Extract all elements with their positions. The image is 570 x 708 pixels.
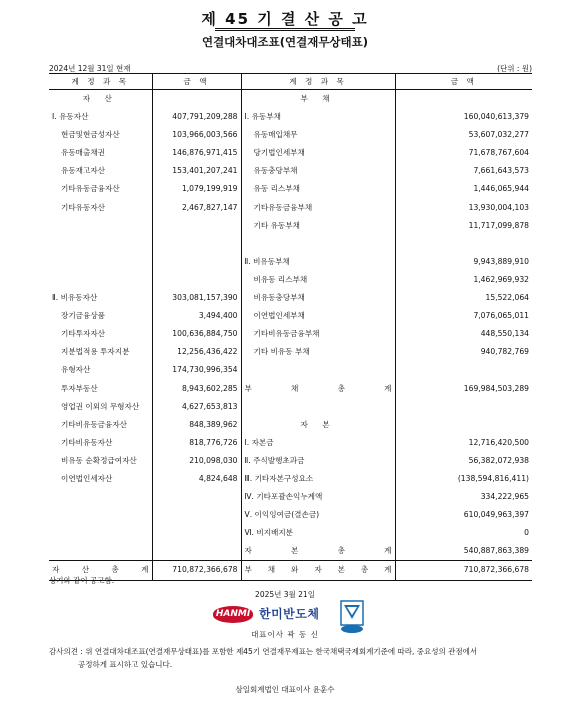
asset-account-cell: 기타투자자산 xyxy=(61,329,106,339)
liability-amount-cell xyxy=(395,90,532,109)
asset-account-cell xyxy=(49,217,152,235)
liability-amount-cell: 15,522,064 xyxy=(395,289,532,307)
liability-amount-cell: 540,887,863,389 xyxy=(395,542,532,561)
header-account-left: 계 정 과 목 xyxy=(49,74,152,90)
asset-account-cell xyxy=(49,271,152,289)
title-underline xyxy=(215,28,355,29)
table-row xyxy=(49,162,532,180)
liability-account-cell: 부 채 총 계 xyxy=(241,380,395,398)
audit-text-line1: 위 연결대차대조표(연결재무상태표)를 포함한 제45기 연결재무제표는 한국채택국제회계기준에 따라, 중요성의 관점에서 xyxy=(85,647,478,656)
hanmi-logo-text: HANMI xyxy=(215,609,251,619)
asset-account-cell xyxy=(49,506,152,524)
liability-amount-cell: 169,984,503,289 xyxy=(395,380,532,398)
liability-amount-cell: 710,872,366,678 xyxy=(395,561,532,580)
liability-account-cell: Ⅱ. 주식발행초과금 xyxy=(241,452,395,470)
table-row xyxy=(49,325,532,343)
liability-amount-cell: 1,462,969,932 xyxy=(395,271,532,289)
page-subtitle: 연결대차대조표(연결재무상태표) xyxy=(201,35,369,49)
liability-account-cell: Ⅴ. 이익잉여금(결손금) xyxy=(241,506,395,524)
liability-account-cell: 비유동충당부채 xyxy=(241,289,395,307)
liability-amount-cell: 0 xyxy=(395,524,532,542)
table-row xyxy=(49,90,532,109)
asset-amount-cell: 103,966,003,566 xyxy=(152,126,241,144)
balance-sheet-table xyxy=(49,73,532,581)
asset-amount-cell: 4,627,653,813 xyxy=(152,398,241,416)
asset-account-cell: 자 산 xyxy=(82,94,118,103)
hanmi-logo-badge xyxy=(213,606,253,623)
table-row xyxy=(49,180,532,198)
liability-account-cell: 기타 유동부채 xyxy=(241,217,395,235)
auditor-name: 삼일회계법인 대표이사 윤훈수 xyxy=(235,685,335,694)
liability-account-cell: Ⅳ. 기타포괄손익누계액 xyxy=(241,488,395,506)
liability-account-cell: Ⅲ. 기타자본구성요소 xyxy=(241,470,395,488)
asset-account-cell: 현금및현금성자산 xyxy=(61,130,120,140)
table-row xyxy=(49,506,532,524)
asset-account-cell: 기타비유동자산 xyxy=(61,437,113,447)
table-row xyxy=(49,144,532,162)
liability-account-cell: 유동매입채무 xyxy=(241,126,395,144)
liability-account-cell: 이연법인세부채 xyxy=(241,307,395,325)
date-basis: 2024년 12월 31일 현재 xyxy=(49,64,131,73)
closing-note: 상기와 같이 공고함. xyxy=(49,576,115,585)
header-amount-left: 금 액 xyxy=(152,74,241,90)
table-row xyxy=(49,126,532,144)
liability-amount-cell: 160,040,613,379 xyxy=(395,108,532,126)
asset-account-cell xyxy=(49,488,152,506)
asset-amount-cell: 210,098,030 xyxy=(152,452,241,470)
liability-amount-cell: 56,382,072,938 xyxy=(395,452,532,470)
table-row xyxy=(49,108,532,126)
asset-account-cell: 비유동 순확정급여자산 xyxy=(61,455,137,465)
table-row xyxy=(49,452,532,470)
table-row xyxy=(49,307,532,325)
liability-account-cell: 기타 비유동 부채 xyxy=(241,343,395,361)
asset-account-cell: 기타유동금융자산 xyxy=(61,184,120,194)
liability-amount-cell: 334,222,965 xyxy=(395,488,532,506)
asset-amount-cell xyxy=(152,488,241,506)
asset-amount-cell: 818,776,726 xyxy=(152,434,241,452)
liability-account-cell: 당기법인세부채 xyxy=(241,144,395,162)
asset-amount-cell: 407,791,209,288 xyxy=(152,108,241,126)
table-row xyxy=(49,561,532,580)
liability-account-cell xyxy=(241,361,395,379)
liability-account-cell: I. 유동부채 xyxy=(241,108,395,126)
table-row xyxy=(49,470,532,488)
liability-account-cell: 기타유동금융부채 xyxy=(241,199,395,217)
liability-amount-cell: 7,661,643,573 xyxy=(395,162,532,180)
liability-amount-cell xyxy=(395,416,532,434)
table-row xyxy=(49,253,532,271)
liability-account-cell: Ⅱ. 비유동부채 xyxy=(241,253,395,271)
liability-amount-cell: 9,943,889,910 xyxy=(395,253,532,271)
liability-amount-cell: 7,076,065,011 xyxy=(395,307,532,325)
asset-account-cell: I. 유동자산 xyxy=(52,112,89,122)
asset-amount-cell: 710,872,366,678 xyxy=(152,561,241,580)
liability-account-cell: 부 채 와 자 본 총 계 xyxy=(241,561,395,580)
asset-amount-cell: 1,079,199,919 xyxy=(152,180,241,198)
asset-account-cell xyxy=(49,235,152,253)
liability-account-cell: 자 본 총 계 xyxy=(241,542,395,561)
asset-amount-cell: 146,876,971,415 xyxy=(152,144,241,162)
liability-amount-cell: 610,049,963,397 xyxy=(395,506,532,524)
liability-amount-cell: 13,930,004,103 xyxy=(395,199,532,217)
audit-label: 감사의견 : xyxy=(49,647,86,656)
table-row xyxy=(49,542,532,561)
asset-amount-cell: 848,389,962 xyxy=(152,416,241,434)
liability-account-cell: Ⅵ. 비지배지분 xyxy=(241,524,395,542)
asset-account-cell xyxy=(49,524,152,542)
table-row xyxy=(49,398,532,416)
asset-account-cell xyxy=(49,542,152,561)
table-row xyxy=(49,289,532,307)
table-row xyxy=(49,434,532,452)
asset-amount-cell xyxy=(152,524,241,542)
liability-account-cell: 기타비유동금융부채 xyxy=(241,325,395,343)
asset-amount-cell xyxy=(152,271,241,289)
asset-amount-cell: 12,256,436,422 xyxy=(152,343,241,361)
asset-amount-cell xyxy=(152,542,241,561)
asset-amount-cell: 3,494,400 xyxy=(152,307,241,325)
table-row xyxy=(49,271,532,289)
announce-date: 2025년 3월 21일 xyxy=(255,590,315,599)
asset-amount-cell: 8,943,602,285 xyxy=(152,380,241,398)
liability-account-cell: 유동 리스부채 xyxy=(241,180,395,198)
audit-text-line2: 공정하게 표시하고 있습니다. xyxy=(78,660,173,669)
liability-account-cell: 부 채 xyxy=(241,90,395,109)
asset-account-cell: 이연법인세자산 xyxy=(61,473,113,483)
table-row xyxy=(49,524,532,542)
liability-amount-cell: 1,446,065,944 xyxy=(395,180,532,198)
audit-opinion xyxy=(49,645,529,671)
asset-account-cell: 유형자산 xyxy=(61,365,91,375)
liability-amount-cell xyxy=(395,398,532,416)
asset-account-cell: 지분법적용 투자지분 xyxy=(61,347,130,357)
liability-account-cell: 유동충당부채 xyxy=(241,162,395,180)
asset-amount-cell xyxy=(152,253,241,271)
asset-amount-cell: 100,636,884,750 xyxy=(152,325,241,343)
table-row xyxy=(49,361,532,379)
liability-account-cell xyxy=(241,235,395,253)
liability-amount-cell: 71,678,767,604 xyxy=(395,144,532,162)
asset-account-cell: 기타유동자산 xyxy=(61,202,106,212)
asset-account-cell: 자 산 총 계 xyxy=(49,561,152,580)
asset-amount-cell: 2,467,827,147 xyxy=(152,199,241,217)
asset-account-cell xyxy=(49,253,152,271)
liability-amount-cell: 53,607,032,277 xyxy=(395,126,532,144)
liability-account-cell xyxy=(241,398,395,416)
liability-amount-cell: (138,594,816,411) xyxy=(395,470,532,488)
table-row xyxy=(49,380,532,398)
header-amount-right: 금 액 xyxy=(395,74,532,90)
asset-amount-cell xyxy=(152,235,241,253)
page-title: 제 45 기 결 산 공 고 xyxy=(201,10,369,28)
liability-amount-cell xyxy=(395,235,532,253)
asset-amount-cell xyxy=(152,506,241,524)
liability-account-cell: 자 본 xyxy=(241,416,395,434)
asset-amount-cell xyxy=(152,217,241,235)
liability-account-cell: I. 자본금 xyxy=(241,434,395,452)
table-header-row xyxy=(49,74,532,90)
table-row xyxy=(49,343,532,361)
asset-amount-cell xyxy=(152,90,241,109)
title-underline xyxy=(215,30,355,31)
table-row xyxy=(49,416,532,434)
asset-amount-cell: 303,081,157,390 xyxy=(152,289,241,307)
asset-account-cell: 유동매출채권 xyxy=(61,148,106,158)
liability-amount-cell: 12,716,420,500 xyxy=(395,434,532,452)
liability-account-cell: 비유동 리스부채 xyxy=(241,271,395,289)
asset-amount-cell: 4,824,648 xyxy=(152,470,241,488)
asset-account-cell: 기타비유동금융자산 xyxy=(61,419,128,429)
asset-amount-cell: 174,730,996,354 xyxy=(152,361,241,379)
table-row xyxy=(49,217,532,235)
asset-account-cell: 영업권 이외의 무형자산 xyxy=(61,401,140,411)
ceo-line: 대표이사 곽 동 신 xyxy=(251,630,319,639)
liability-amount-cell: 448,550,134 xyxy=(395,325,532,343)
asset-account-cell: Ⅱ. 비유동자산 xyxy=(52,293,98,303)
unit-label: (단위 : 원) xyxy=(497,64,532,73)
liability-amount-cell: 11,717,099,878 xyxy=(395,217,532,235)
asset-account-cell: 장기금융상품 xyxy=(61,311,106,321)
asset-account-cell: 유동재고자산 xyxy=(61,166,106,176)
table-row xyxy=(49,488,532,506)
liability-amount-cell xyxy=(395,361,532,379)
table-row xyxy=(49,235,532,253)
liability-amount-cell: 940,782,769 xyxy=(395,343,532,361)
asset-amount-cell: 153,401,207,241 xyxy=(152,162,241,180)
asset-account-cell: 투자부동산 xyxy=(61,383,98,393)
company-name: 한미반도체 xyxy=(259,607,320,621)
header-account-right: 계 정 과 목 xyxy=(241,74,395,90)
table-row xyxy=(49,199,532,217)
